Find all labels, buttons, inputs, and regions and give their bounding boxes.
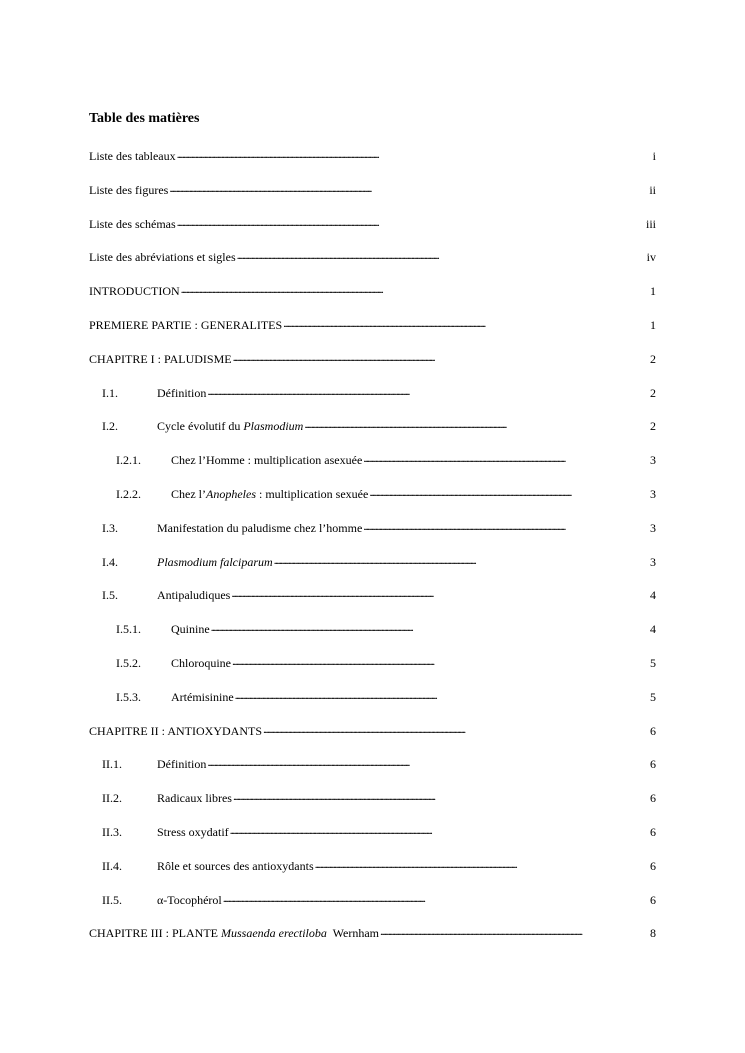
toc-entry-label-text: CHAPITRE III : PLANTE <box>89 926 221 941</box>
toc-entry[interactable] <box>89 554 656 588</box>
toc-entry-label-text: Antipaludiques <box>157 588 231 603</box>
toc-entry-label <box>89 148 176 164</box>
toc-entry[interactable] <box>89 385 656 419</box>
toc-entry-page-number: 6 <box>650 757 656 772</box>
toc-entry-label-text: PREMIERE PARTIE : GENERALITES <box>89 317 283 332</box>
toc-entry-label-text: Chez l’Homme : multiplication asexuée <box>171 453 363 468</box>
toc-entry-number: II.2. <box>102 791 122 806</box>
toc-entry-label <box>89 283 180 299</box>
toc-entry-label-suffix: Wernham <box>326 926 380 941</box>
toc-entry-label <box>157 418 303 434</box>
toc-entry-page-number: 4 <box>650 622 656 637</box>
toc-entry-label-text: Liste des abréviations et sigles <box>89 250 236 265</box>
toc-entry-label <box>89 216 176 232</box>
dot-leader <box>237 247 646 263</box>
toc-entry-label <box>157 587 230 603</box>
toc-entry-label-text: Définition <box>157 757 207 772</box>
toc-entry-label <box>171 486 368 502</box>
toc-entry-page-number: 4 <box>650 588 656 603</box>
dot-leader <box>283 315 649 331</box>
toc-entry-number: II.3. <box>102 824 122 839</box>
dot-leader <box>230 822 649 838</box>
toc-entry-page-number: 5 <box>650 689 656 704</box>
toc-entry-number: I.1. <box>102 385 118 400</box>
toc-entry-page-number: 1 <box>650 317 656 332</box>
toc-entry-label-text: Liste des figures <box>89 182 169 197</box>
toc-entry-page-number: 3 <box>650 486 656 501</box>
toc-entry-number: I.2.2. <box>116 486 141 501</box>
dot-leader <box>181 281 649 297</box>
toc-entry-label-text: Stress oxydatif <box>157 824 229 839</box>
toc-entry-label <box>89 317 282 333</box>
dot-leader <box>274 552 649 568</box>
toc-entry[interactable] <box>89 689 656 723</box>
toc-entry-page-number: 1 <box>650 284 656 299</box>
toc-entry-page-number: 6 <box>650 824 656 839</box>
toc-entry[interactable] <box>89 925 656 959</box>
toc-entry-page-number: 3 <box>650 520 656 535</box>
toc-entry-number: I.5.1. <box>116 622 141 637</box>
toc-entry-page-number: iv <box>646 250 656 265</box>
toc-entry-page-number: iii <box>645 216 656 231</box>
toc-entry[interactable] <box>89 317 656 351</box>
toc-entry[interactable] <box>89 892 656 926</box>
toc-entry-label <box>157 756 206 772</box>
toc-entry-label <box>157 892 222 908</box>
toc-entry-label-text: Artémisinine <box>171 689 234 704</box>
toc-entry[interactable] <box>89 858 656 892</box>
toc-entry-number: I.2. <box>102 419 118 434</box>
dot-leader <box>169 180 648 196</box>
dot-leader <box>207 754 649 770</box>
toc-entry[interactable] <box>89 216 656 250</box>
toc-entry[interactable] <box>89 790 656 824</box>
toc-entry-number: I.5.3. <box>116 689 141 704</box>
toc-entry-page-number: 5 <box>650 655 656 670</box>
toc-entry-label <box>89 182 168 198</box>
toc-entry-page-number: 3 <box>650 554 656 569</box>
toc-entry-label <box>89 723 262 739</box>
toc-entry-label-text: INTRODUCTION <box>89 284 180 299</box>
toc-entry-number: I.5. <box>102 588 118 603</box>
toc-entry-label-suffix: : multiplication sexuée <box>256 486 369 501</box>
dot-leader <box>315 856 649 872</box>
toc-entry[interactable] <box>89 520 656 554</box>
toc-entry[interactable] <box>89 723 656 757</box>
dot-leader <box>233 788 649 804</box>
toc-entry-label-italic: Mussaenda erectiloba <box>221 926 327 941</box>
toc-entry-label-text: Liste des tableaux <box>89 149 176 163</box>
toc-entry-label <box>171 689 234 705</box>
toc-entry-number: I.2.1. <box>116 453 141 468</box>
toc-entry-page-number: 8 <box>650 926 656 941</box>
toc-entry-page-number: 2 <box>650 351 656 366</box>
toc-entry-label <box>157 554 273 570</box>
toc-entry-label <box>171 621 210 637</box>
toc-entry-number: II.4. <box>102 858 122 873</box>
toc-entry-label-italic: Plasmodium <box>243 419 304 434</box>
toc-entry-label-text: Radicaux libres <box>157 791 232 806</box>
toc-entry[interactable] <box>89 148 656 182</box>
toc-entry-label-italic: Plasmodium falciparum <box>157 554 273 569</box>
toc-entry-label-text: Chloroquine <box>171 655 231 670</box>
toc-entry-label <box>157 858 314 874</box>
toc-entry-page-number: 6 <box>650 723 656 738</box>
toc-entry-label-text: CHAPITRE II : ANTIOXYDANTS <box>89 723 262 738</box>
toc-entry-number: I.5.2. <box>116 655 141 670</box>
toc-entry-label <box>171 655 231 671</box>
toc-entry-label <box>157 824 229 840</box>
dot-leader <box>207 383 649 399</box>
dot-leader <box>363 518 649 534</box>
toc-entry[interactable] <box>89 351 656 385</box>
toc-entry-page-number: 2 <box>650 419 656 434</box>
toc-entry-label <box>157 385 206 401</box>
dot-leader <box>363 450 649 466</box>
dot-leader <box>263 721 649 737</box>
toc-entry[interactable] <box>89 283 656 317</box>
toc-entry[interactable] <box>89 587 656 621</box>
dot-leader <box>177 214 645 230</box>
toc-entry[interactable] <box>89 418 656 452</box>
toc-entry-page-number: 6 <box>650 892 656 907</box>
toc-entry-page-number: 6 <box>650 791 656 806</box>
toc-entry-label-text: Liste des schémas <box>89 216 176 231</box>
toc-entry-page-number: i <box>652 149 656 163</box>
toc-entry-label <box>89 249 236 265</box>
dot-leader <box>177 146 652 162</box>
toc-entry-number: II.5. <box>102 892 122 907</box>
toc-entry-page-number: 2 <box>650 385 656 400</box>
toc-entry-label-text: Rôle et sources des antioxydants <box>157 858 314 873</box>
toc-entry-label-text: Cycle évolutif du <box>157 419 244 434</box>
toc-entry[interactable] <box>89 756 656 790</box>
toc-entry[interactable] <box>89 621 656 655</box>
toc-title: Table des matières <box>89 111 200 126</box>
toc-entry-label-text: α-Tocophérol <box>157 892 222 907</box>
dot-leader <box>380 923 649 939</box>
dot-leader <box>211 619 649 635</box>
dot-leader <box>369 484 649 500</box>
toc-entry-page-number: ii <box>649 182 656 197</box>
toc-entry-label <box>89 925 379 941</box>
toc-entry-label <box>89 351 232 367</box>
dot-leader <box>231 585 649 601</box>
toc-entry[interactable] <box>89 824 656 858</box>
dot-leader <box>232 653 649 669</box>
toc-entry-page-number: 6 <box>650 858 656 873</box>
toc-entry-label-text: Manifestation du paludisme chez l’homme <box>157 520 363 535</box>
toc-entry-label-italic: Anopheles <box>206 486 256 501</box>
toc-entry-label <box>171 452 362 468</box>
toc-entry-number: II.1. <box>102 757 122 772</box>
dot-leader <box>304 416 649 432</box>
toc-entry[interactable] <box>89 182 656 216</box>
toc-entry[interactable] <box>89 655 656 689</box>
toc-entry-label-text: Définition <box>157 385 207 400</box>
dot-leader <box>223 890 649 906</box>
toc-entry-label-text: Quinine <box>171 622 210 637</box>
toc-entry-label <box>157 520 362 536</box>
toc-entry-label-text: Chez l’ <box>171 486 206 501</box>
toc-entry-number: I.4. <box>102 554 118 569</box>
toc-entry[interactable] <box>89 452 656 486</box>
toc-entry-label <box>157 790 232 806</box>
dot-leader <box>233 349 649 365</box>
toc-entry[interactable] <box>89 486 656 520</box>
toc-entry-number: I.3. <box>102 520 118 535</box>
toc-entry-label-text: CHAPITRE I : PALUDISME <box>89 351 232 366</box>
toc-entry-page-number: 3 <box>650 453 656 468</box>
toc-entry[interactable] <box>89 249 656 283</box>
toc-list <box>89 148 656 959</box>
dot-leader <box>235 687 649 703</box>
